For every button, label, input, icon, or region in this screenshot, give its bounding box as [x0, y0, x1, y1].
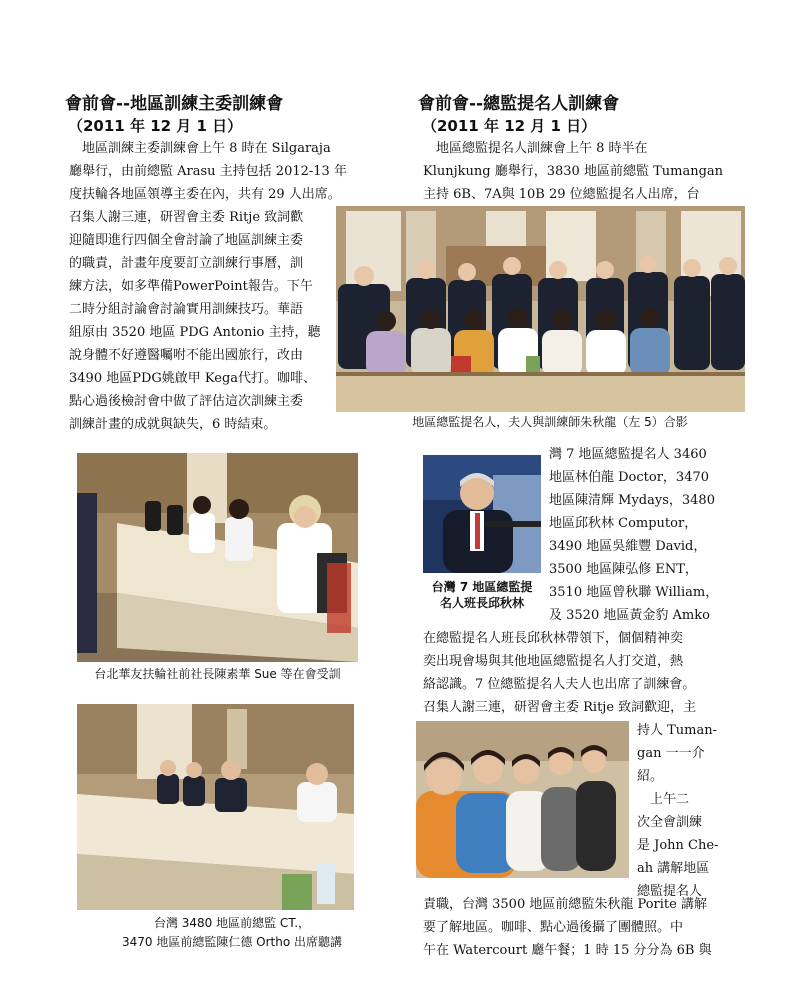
- right-article-body-full: [423, 627, 749, 719]
- text-line: 召集人謝三連，研習會主委 Ritje 致詞歡迎，主: [423, 700, 697, 715]
- text-line: 責職，台灣 3500 地區前總監朱秋龍 Porite 講解: [423, 897, 707, 912]
- text-line: 是 John Che-: [637, 838, 719, 853]
- right-article-body-mid: [549, 443, 749, 627]
- text-line: 地區總監提名人訓練會上午 8 時半在: [423, 141, 648, 156]
- text-line: 召集人謝三連，研習會主委 Ritje 致詞歡: [69, 210, 304, 225]
- text-line: 要了解地區。咖啡、點心過後攝了團體照。中: [423, 920, 684, 935]
- ct-photo-caption: [77, 914, 387, 952]
- text-line: 3510 地區曾秋聯 William，: [549, 585, 719, 600]
- left-article-body: [69, 137, 363, 436]
- right-article-date: （2011 年 12 月 1 日）: [422, 117, 597, 135]
- right-article-body-top: [423, 137, 749, 206]
- text-line: Klunjkung 廳舉行，3830 地區前總監 Tumangan: [423, 164, 724, 179]
- text-line: 地區邱秋林 Computor，: [549, 516, 698, 531]
- women-photo: [416, 721, 629, 878]
- text-line: 訓練計畫的成就與缺失，6 時結束。: [69, 417, 277, 432]
- text-line: gan 一一介: [637, 746, 705, 761]
- text-line: 上午二: [637, 792, 690, 807]
- right-article-title: 會前會--總監提名人訓練會: [418, 94, 620, 114]
- text-line: 及 3520 地區黃金豹 Amko: [549, 608, 710, 623]
- text-line: 3490 地區吳維豐 David，: [549, 539, 707, 554]
- caption-line: 3470 地區前總監陳仁德 Ortho 出席聽講: [121, 935, 342, 949]
- text-line: 主持 6B、7A與 10B 29 位總監提名人出席，台: [423, 187, 700, 202]
- speaker-photo: [423, 455, 541, 573]
- right-article-body-narrow: [637, 719, 749, 903]
- taipei-photo: [77, 453, 358, 662]
- text-line: 點心過後檢討會中做了評估這次訓練主委: [69, 394, 304, 409]
- text-line: 午在 Watercourt 廳午餐；1 時 15 分分為 6B 與: [423, 943, 712, 958]
- text-line: 絡認識。7 位總監提名人夫人也出席了訓練會。: [423, 677, 696, 692]
- text-line: 地區陳清輝 Mydays，3480: [549, 493, 715, 508]
- text-line: 3500 地區陳弘修 ENT，: [549, 562, 698, 577]
- group-photo-caption: 地區總監提名人，夫人與訓練師朱秋龍（左 5）合影: [412, 415, 688, 429]
- text-line: 的職責，計畫年度要訂立訓練行事曆，訓: [69, 256, 304, 271]
- text-line: 練方法，如多準備PowerPoint報告。下午: [69, 279, 313, 294]
- left-article-date: （2011 年 12 月 1 日）: [68, 117, 243, 135]
- text-line: 二時分組討論會討論實用訓練技巧。華語: [69, 302, 304, 317]
- right-article-body-bottom: [423, 893, 749, 962]
- text-line: 持人 Tuman-: [637, 723, 718, 738]
- text-line: 度扶輪各地區領導主委在內，共有 29 人出席。: [69, 187, 341, 202]
- caption-line: 台灣 3480 地區前總監 CT.，: [153, 916, 311, 930]
- text-line: 次全會訓練: [637, 815, 703, 830]
- text-line: 迎隨即進行四個全會討論了地區訓練主委: [69, 233, 304, 248]
- ct-photo: [77, 704, 354, 910]
- text-line: 總監提名人: [637, 884, 703, 899]
- text-line: 灣 7 地區總監提名人 3460: [549, 447, 707, 462]
- text-line: 地區林伯龍 Doctor，3470: [549, 470, 710, 485]
- caption-line: 名人班長邱秋林: [439, 596, 524, 610]
- text-line: 在總監提名人班長邱秋林帶領下，個個精神奕: [423, 631, 684, 646]
- caption-line: 台灣 7 地區總監提: [431, 580, 533, 594]
- group-photo: [336, 206, 745, 412]
- speaker-photo-caption: [423, 579, 541, 611]
- text-line: 說身體不好遵醫囑咐不能出國旅行，改由: [69, 348, 304, 363]
- text-line: 廳舉行，由前總監 Arasu 主持包括 2012-13 年: [69, 164, 347, 179]
- taipei-photo-caption: 台北華友扶輪社前社長陳素華 Sue 等在會受訓: [94, 667, 341, 681]
- text-line: 組原由 3520 地區 PDG Antonio 主持，聽: [69, 325, 321, 340]
- text-line: ah 講解地區: [637, 861, 710, 876]
- left-article-title: 會前會--地區訓練主委訓練會: [65, 94, 284, 114]
- text-line: 奕出現會場與其他地區總監提名人打交道，熱: [423, 654, 684, 669]
- text-line: 地區訓練主委訓練會上午 8 時在 Silgaraja: [69, 141, 331, 156]
- text-line: 紹。: [637, 769, 664, 784]
- text-line: 3490 地區PDG姚啟甲 Kega代打。咖啡、: [69, 371, 317, 386]
